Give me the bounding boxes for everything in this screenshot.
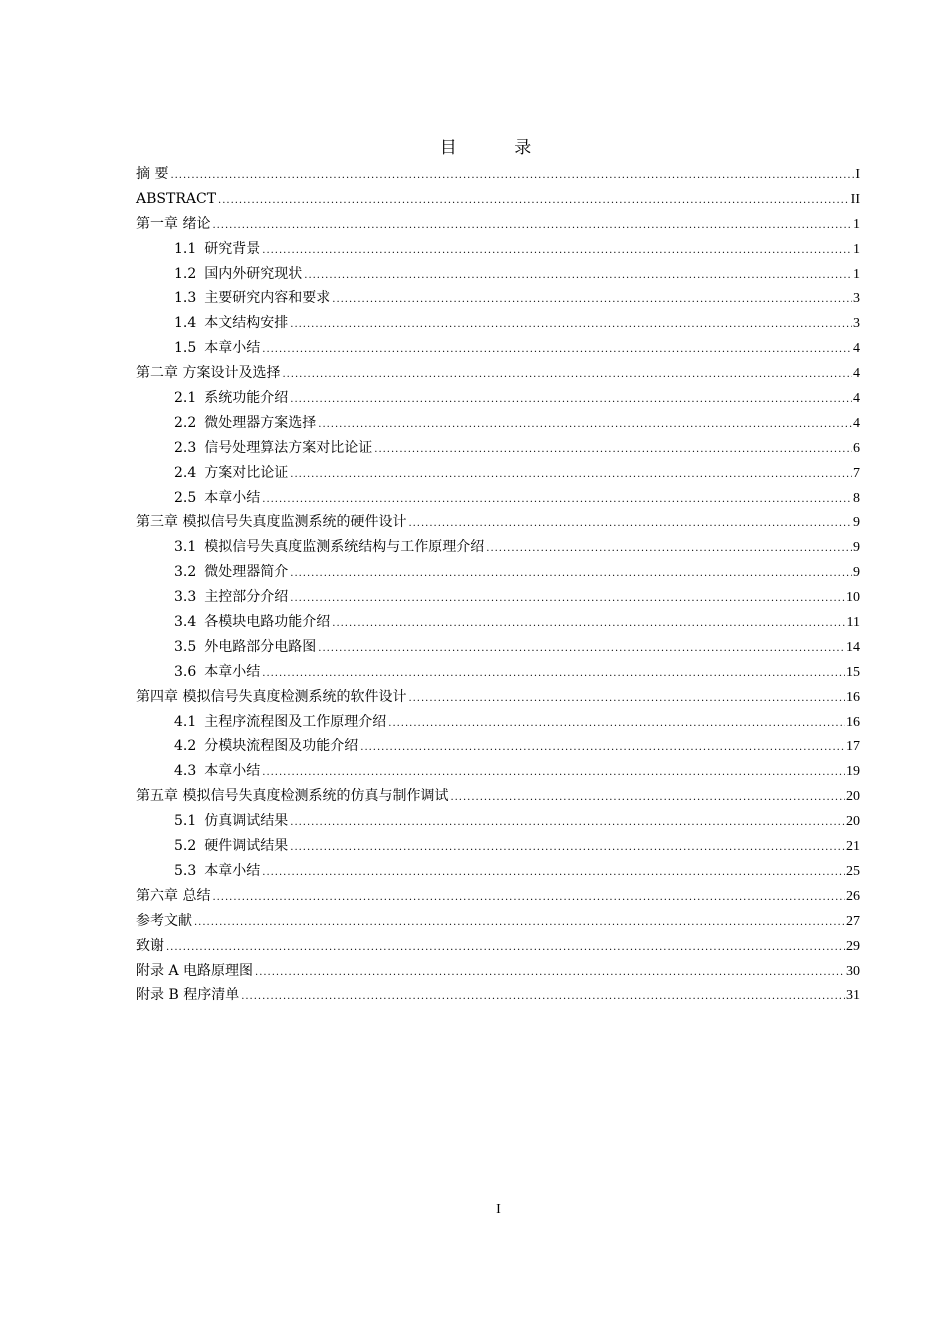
toc-entry-page: 20 [846, 814, 860, 830]
toc-entry-label [136, 934, 164, 959]
toc-entry-title: 本章小结 [204, 489, 261, 506]
toc-entry-label [174, 560, 288, 585]
dot-leader [290, 836, 845, 861]
toc-entry-number: 2.2 [174, 414, 197, 431]
toc-entry[interactable] [136, 710, 860, 735]
toc-entry-title: 摘 要 [136, 166, 169, 182]
toc-entry-label [174, 436, 372, 461]
toc-entry-page: 3 [853, 291, 860, 307]
toc-entry-label [174, 386, 288, 411]
toc-entry-label [136, 187, 216, 212]
toc-entry-number: 4.3 [174, 763, 197, 780]
dot-leader [218, 189, 850, 214]
toc-entry-label [174, 237, 260, 262]
toc-entry-number: 3.3 [174, 589, 197, 606]
toc-entry[interactable] [136, 734, 860, 759]
toc-entry-label [136, 983, 239, 1008]
dot-leader [450, 786, 845, 811]
toc-entry[interactable] [136, 311, 860, 336]
page-number-footer: I [496, 1202, 501, 1217]
toc-entry-page: 14 [846, 639, 860, 655]
toc-entry[interactable] [136, 461, 860, 486]
toc-entry-label [136, 212, 210, 237]
toc-entry-page: 25 [846, 863, 860, 879]
toc-entry[interactable] [136, 809, 860, 834]
toc-entry-label [174, 635, 316, 660]
toc-entry-label [174, 411, 316, 436]
toc-entry-number: 5.3 [174, 862, 197, 879]
toc-entry-label [174, 610, 330, 635]
toc-entry[interactable] [136, 635, 860, 660]
toc-entry-title: 附录 B 程序清单 [136, 987, 240, 1004]
dot-leader [290, 388, 852, 413]
toc-entry-number: 3.6 [174, 663, 197, 680]
toc-entry-label [136, 959, 253, 984]
toc-entry[interactable] [136, 162, 860, 187]
toc-entry[interactable] [136, 486, 860, 511]
dot-leader [241, 985, 845, 1010]
toc-entry-page: 9 [853, 515, 860, 531]
toc-entry-label [174, 286, 330, 311]
toc-entry[interactable] [136, 262, 860, 287]
dot-leader [262, 239, 852, 264]
toc-entry-title: 研究背景 [204, 240, 261, 257]
toc-entry[interactable] [136, 436, 860, 461]
toc-entry-number: 2.4 [174, 464, 197, 481]
toc-entry-page: 19 [846, 764, 860, 780]
dot-leader [262, 761, 845, 786]
dot-leader [212, 214, 852, 239]
toc-entry-page: 9 [853, 565, 860, 581]
toc-entry-label [136, 361, 280, 386]
toc-entry[interactable] [136, 959, 860, 984]
toc-entry-page: 26 [846, 888, 860, 904]
toc-entry-label [174, 585, 288, 610]
toc-entry-page: I [855, 167, 860, 182]
toc-entry-page: 16 [846, 689, 860, 705]
toc-entry-title: 第五章 模拟信号失真度检测系统的仿真与制作调试 [136, 788, 449, 805]
toc-entry-page: 10 [846, 590, 860, 606]
toc-entry-title: 微处理器简介 [204, 564, 289, 581]
toc-entry-page: 15 [846, 664, 860, 680]
toc-entry-title: 第六章 总结 [136, 887, 211, 904]
dot-leader [388, 712, 845, 737]
toc-entry[interactable] [136, 411, 860, 436]
toc-entry[interactable] [136, 336, 860, 361]
toc-entry-title: 主程序流程图及工作原理介绍 [204, 713, 387, 730]
dot-leader [290, 562, 852, 587]
toc-entry-title: 第二章 方案设计及选择 [136, 365, 281, 382]
toc-entry-title: 主要研究内容和要求 [204, 290, 331, 307]
toc-entry-title: 主控部分介绍 [204, 589, 289, 606]
toc-entry-label [174, 859, 260, 884]
toc-entry-label [136, 884, 210, 909]
toc-entry-title: 第一章 绪论 [136, 215, 211, 232]
toc-entry-page: II [850, 191, 860, 207]
dot-leader [318, 637, 845, 662]
toc-entry[interactable] [136, 834, 860, 859]
dot-leader [318, 413, 852, 438]
toc-entry[interactable] [136, 361, 860, 386]
toc-entry-number: 4.1 [174, 713, 197, 730]
toc-entry[interactable] [136, 610, 860, 635]
toc-entry-number: 1.4 [174, 315, 197, 332]
toc-entry[interactable] [136, 685, 860, 710]
toc-entry-label [174, 461, 288, 486]
toc-entry-title: 本文结构安排 [204, 315, 289, 332]
toc-entry-label [174, 535, 484, 560]
toc-entry-page: 3 [853, 316, 860, 332]
toc-entry-number: 2.5 [174, 489, 197, 506]
toc-entry[interactable] [136, 237, 860, 262]
toc-entry-title: 微处理器方案选择 [204, 414, 317, 431]
toc-entry-page: 4 [853, 415, 860, 431]
dot-leader [360, 736, 845, 761]
toc-entry-number: 1.1 [174, 240, 197, 257]
toc-entry[interactable] [136, 187, 860, 212]
toc-entry-page: 4 [853, 366, 860, 382]
toc-entry-title: 分模块流程图及功能介绍 [204, 738, 359, 755]
toc-entry-title: 仿真调试结果 [204, 813, 289, 830]
dot-leader [262, 662, 845, 687]
dot-leader [282, 363, 852, 388]
toc-entry-number: 5.1 [174, 813, 197, 830]
dot-leader [290, 587, 845, 612]
toc-entry-title: 第三章 模拟信号失真度监测系统的硬件设计 [136, 514, 407, 531]
toc-entry-number: 3.1 [174, 539, 197, 556]
dot-leader [332, 288, 852, 313]
toc-entry-page: 1 [853, 216, 860, 232]
dot-leader [374, 438, 852, 463]
toc-entry-page: 4 [853, 341, 860, 357]
toc-entry-page: 27 [846, 913, 860, 929]
toc-entry-page: 31 [846, 988, 860, 1004]
toc-entry-number: 4.2 [174, 738, 197, 755]
toc-entry-page: 20 [846, 789, 860, 805]
dot-leader [304, 264, 852, 289]
toc-entry-title: 附录 A 电路原理图 [136, 962, 254, 979]
toc-entry[interactable] [136, 386, 860, 411]
toc-entry-page: 29 [846, 938, 860, 954]
toc-entry-title: 本章小结 [204, 663, 261, 680]
toc-entry-label [136, 784, 448, 809]
toc-entry-title: ABSTRACT [136, 190, 217, 207]
dot-leader [262, 488, 852, 513]
toc-entry-label [174, 336, 260, 361]
toc-entry-label [136, 909, 192, 934]
toc-entry[interactable] [136, 983, 860, 1008]
toc-entry-page: 30 [846, 963, 860, 979]
toc-entry-page: 11 [846, 615, 860, 631]
toc-entry-page: 8 [853, 490, 860, 506]
toc-entry-label [174, 486, 260, 511]
toc-entry-number: 5.2 [174, 838, 197, 855]
toc-entry-number: 1.5 [174, 340, 197, 357]
toc-entry-title: 硬件调试结果 [204, 838, 289, 855]
toc-entry-page: 1 [853, 266, 860, 282]
dot-leader [212, 886, 845, 911]
dot-leader [194, 911, 845, 936]
dot-leader [166, 936, 845, 961]
toc-entry[interactable] [136, 212, 860, 237]
dot-leader [408, 512, 852, 537]
toc-entry-label [174, 311, 288, 336]
toc-entry[interactable] [136, 560, 860, 585]
toc-entry-number: 3.2 [174, 564, 197, 581]
dot-leader [408, 687, 845, 712]
toc-entry-page: 6 [853, 440, 860, 456]
toc-entry-page: 21 [846, 839, 860, 855]
toc-entry-title: 第四章 模拟信号失真度检测系统的软件设计 [136, 688, 407, 705]
toc-entry-label [136, 685, 406, 710]
toc-entry-label [174, 710, 386, 735]
toc-entry[interactable] [136, 859, 860, 884]
page-title: 目 录 [439, 138, 558, 158]
toc-entry-label [174, 759, 260, 784]
toc-entry-title: 本章小结 [204, 862, 261, 879]
table-of-contents [136, 162, 860, 1008]
toc-entry-number: 3.4 [174, 614, 197, 631]
toc-entry-page: 9 [853, 540, 860, 556]
toc-entry[interactable] [136, 909, 860, 934]
toc-entry-page: 17 [846, 739, 860, 755]
toc-entry-page: 16 [846, 714, 860, 730]
toc-entry-label [174, 809, 288, 834]
toc-entry-title: 本章小结 [204, 340, 261, 357]
toc-entry[interactable] [136, 660, 860, 685]
dot-leader [290, 811, 845, 836]
toc-entry-number: 2.1 [174, 390, 197, 407]
toc-entry-label [136, 162, 168, 187]
dot-leader [332, 612, 845, 637]
toc-entry-title: 外电路部分电路图 [204, 638, 317, 655]
toc-entry-number: 1.3 [174, 290, 197, 307]
toc-entry[interactable] [136, 784, 860, 809]
dot-leader [262, 338, 852, 363]
toc-entry[interactable] [136, 286, 860, 311]
toc-entry[interactable] [136, 759, 860, 784]
toc-entry-label [136, 510, 406, 535]
toc-entry-title: 系统功能介绍 [204, 390, 289, 407]
toc-entry-title: 方案对比论证 [204, 464, 289, 481]
toc-entry-page: 1 [853, 241, 860, 257]
toc-entry-title: 参考文献 [136, 912, 192, 929]
toc-entry-number: 3.5 [174, 638, 197, 655]
toc-entry-number: 2.3 [174, 439, 197, 456]
toc-entry-page: 4 [853, 391, 860, 407]
toc-entry-title: 模拟信号失真度监测系统结构与工作原理介绍 [204, 539, 485, 556]
dot-leader [255, 961, 845, 986]
toc-entry[interactable] [136, 884, 860, 909]
dot-leader [170, 164, 854, 189]
toc-entry-title: 国内外研究现状 [204, 265, 303, 282]
toc-entry[interactable] [136, 585, 860, 610]
toc-entry-label [174, 262, 302, 287]
toc-entry-title: 本章小结 [204, 763, 261, 780]
toc-entry-number: 1.2 [174, 265, 197, 282]
toc-entry-label [174, 834, 288, 859]
toc-entry-title: 致谢 [136, 937, 164, 954]
dot-leader [290, 463, 852, 488]
toc-entry-page: 7 [853, 465, 860, 481]
toc-entry-title: 各模块电路功能介绍 [204, 614, 331, 631]
dot-leader [262, 861, 845, 886]
toc-entry[interactable] [136, 934, 860, 959]
toc-entry-title: 信号处理算法方案对比论证 [204, 439, 373, 456]
dot-leader [290, 313, 852, 338]
toc-entry-label [174, 734, 358, 759]
toc-entry-label [174, 660, 260, 685]
toc-entry[interactable] [136, 510, 860, 535]
dot-leader [486, 537, 852, 562]
toc-entry[interactable] [136, 535, 860, 560]
